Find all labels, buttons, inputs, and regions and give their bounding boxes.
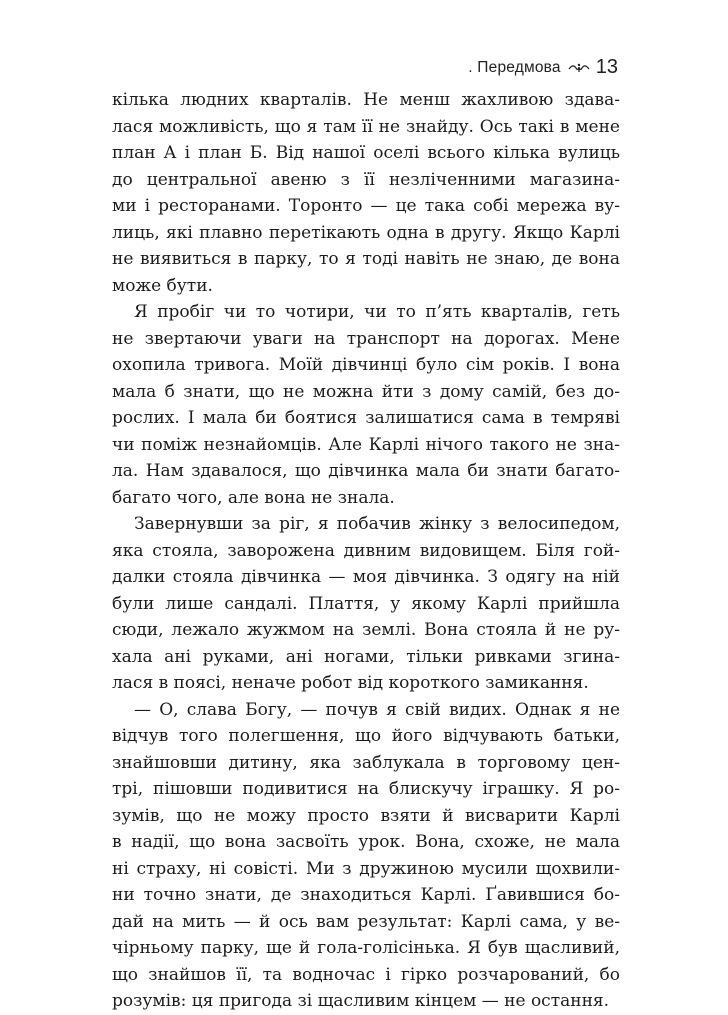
text-line: сюди, лежало жужмом на землі. Вона стояла й не ру- <box>112 620 620 640</box>
text-line: план А і план Б. Від нашої оселі всього кілька вулиць <box>112 143 620 163</box>
text-line: ні страху, ні совісті. Ми з дружиною мусили щохвили- <box>112 858 620 879</box>
text-line: ни точно знати, де знаходиться Карлі. Ґавившися бо- <box>112 885 620 905</box>
text-line: охопила тривога. Моїй дівчинці було сім років. І вона <box>112 355 620 375</box>
text-line: ми і ресторанами. Торонто — це така собі мережа ву- <box>112 196 620 216</box>
body-text <box>112 87 620 1015</box>
ornament-icon <box>568 61 590 73</box>
text-line: зумів, що не можу просто взяти й висварити Карлі <box>112 805 620 826</box>
text-line: лиць, які плавно перетікають одна в другу. Якщо Карлі <box>112 222 620 243</box>
text-line: яка стояла, заворожена дивним видовищем. Біля гой- <box>112 540 620 561</box>
text-line: що знайшов її, та водночас і гірко розчарований, бо <box>112 964 620 985</box>
text-line: ла. Нам здавалося, що дівчинка мала би знати багато- <box>112 461 620 481</box>
text-line: далки стояла дівчинка — моя дівчинка. З одягу на ній <box>112 567 620 587</box>
text-line: — О, слава Богу, — почув я свій видих. Однак я не <box>134 699 620 720</box>
text-line: відчув того полегшення, що його відчувають батьки, <box>112 726 620 746</box>
paragraph <box>112 697 620 1015</box>
text-line: мала б знати, що не можна йти з дому самій, без до- <box>112 381 620 402</box>
text-line: чірньому парку, ще й гола-голісінька. Я був щасливий, <box>112 938 620 958</box>
text-line: Я пробіг чи то чотири, чи то п’ять кварталів, геть <box>134 302 620 322</box>
text-line: може бути. <box>112 275 213 296</box>
section-title: . Передмова <box>468 58 561 76</box>
paragraph <box>112 299 620 511</box>
text-line: не виявиться в парку, то я тоді навіть не знаю, де вона <box>112 249 620 269</box>
text-line: багато чого, але вона не знала. <box>112 487 395 508</box>
text-line: не звертаючи уваги на транспорт на дорогах. Мене <box>112 328 620 349</box>
text-line: лася в поясі, неначе робот від короткого замикання. <box>112 673 589 693</box>
text-line: були лише сандалі. Плаття, у якому Карлі прийшла <box>112 593 620 614</box>
text-line: до центральної авеню з її незліченними магазина- <box>112 169 620 190</box>
paragraph <box>112 87 620 299</box>
text-line: трі, пішовши подивитися на блискучу іграшку. Я ро- <box>112 779 620 799</box>
paragraph <box>112 511 620 697</box>
text-line: Завернувши за ріг, я побачив жінку з велосипедом, <box>134 514 620 534</box>
page-number: 13 <box>595 56 618 78</box>
text-line: рослих. І мала би боятися залишатися сама в темряві <box>112 408 620 428</box>
text-line: знайшовши дитину, яка заблукала в торговому цен- <box>112 752 620 773</box>
text-line: чи поміж незнайомців. Але Карлі нічого такого не зна- <box>112 434 620 455</box>
text-line: в надії, що вона засвоїть урок. Вона, схоже, не мала <box>112 832 620 852</box>
text-line: хала ані руками, ані ногами, тільки ривками згина- <box>112 646 620 667</box>
text-line: дай на мить — й ось вам результат: Карлі сама, у ве- <box>112 911 620 932</box>
text-line: кілька людних кварталів. Не менш жахливою здава- <box>112 90 620 110</box>
running-header <box>468 56 618 79</box>
text-line: розумів: ця пригода зі щасливим кінцем — не остання. <box>112 991 610 1011</box>
text-line: лася можливість, що я там її не знайду. Ось такі в мене <box>112 116 620 137</box>
